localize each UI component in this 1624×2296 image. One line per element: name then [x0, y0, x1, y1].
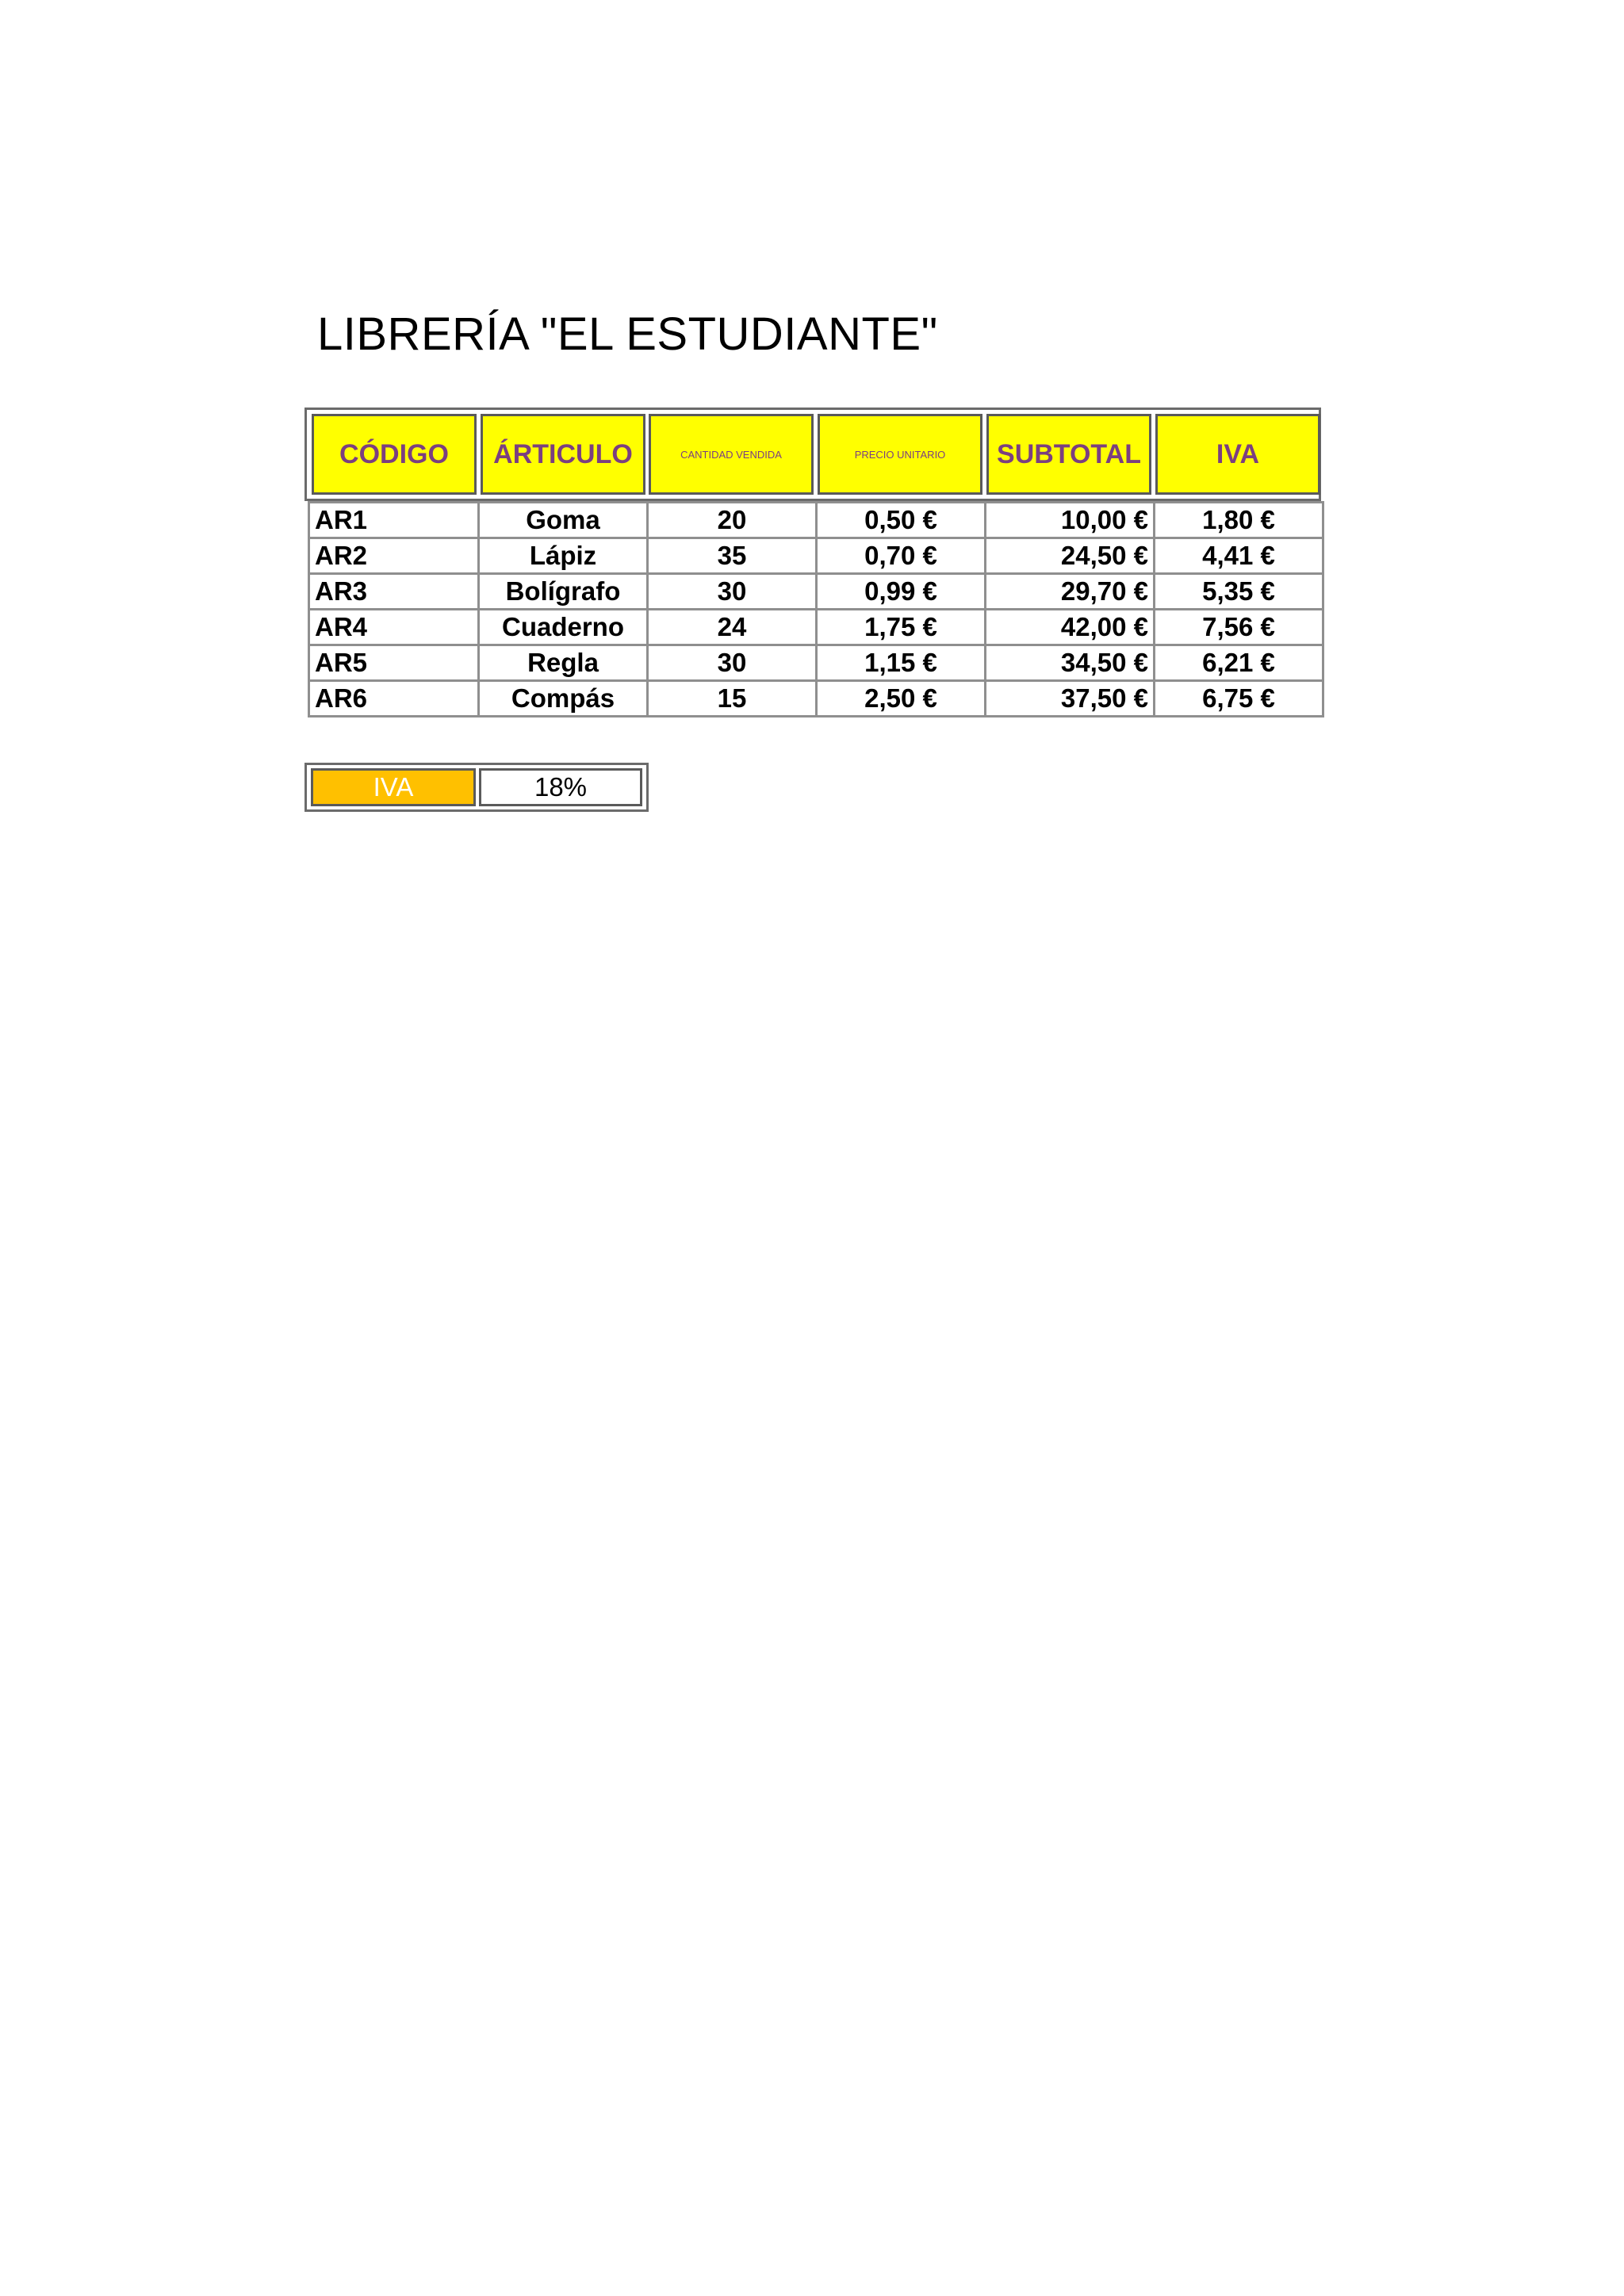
page-title: LIBRERÍA "EL ESTUDIANTE": [317, 308, 938, 360]
cell-articulo: Regla: [479, 645, 648, 681]
header-articulo: ÁRTICULO: [481, 414, 645, 495]
cell-iva: 6,21 €: [1155, 645, 1323, 681]
cell-precio: 0,50 €: [817, 503, 986, 538]
cell-cantidad: 30: [648, 574, 817, 610]
data-table: [308, 501, 1324, 718]
cell-cantidad: 24: [648, 610, 817, 645]
cell-cantidad: 20: [648, 503, 817, 538]
cell-iva: 4,41 €: [1155, 538, 1323, 574]
header-subtotal: SUBTOTAL: [986, 414, 1151, 495]
table-row: [309, 610, 1323, 645]
cell-iva: 5,35 €: [1155, 574, 1323, 610]
cell-articulo: Compás: [479, 681, 648, 717]
cell-cantidad: 30: [648, 645, 817, 681]
iva-rate-value: 18%: [479, 768, 642, 806]
table-row: [309, 503, 1323, 538]
header-codigo: CÓDIGO: [312, 414, 477, 495]
cell-subtotal: 42,00 €: [986, 610, 1155, 645]
cell-articulo: Lápiz: [479, 538, 648, 574]
cell-subtotal: 37,50 €: [986, 681, 1155, 717]
header-cantidad-vendida: CANTIDAD VENDIDA: [649, 414, 814, 495]
cell-articulo: Goma: [479, 503, 648, 538]
cell-codigo: AR2: [309, 538, 479, 574]
cell-precio: 1,15 €: [817, 645, 986, 681]
cell-cantidad: 15: [648, 681, 817, 717]
cell-subtotal: 34,50 €: [986, 645, 1155, 681]
cell-subtotal: 24,50 €: [986, 538, 1155, 574]
cell-codigo: AR1: [309, 503, 479, 538]
cell-codigo: AR6: [309, 681, 479, 717]
cell-precio: 2,50 €: [817, 681, 986, 717]
cell-codigo: AR4: [309, 610, 479, 645]
cell-iva: 7,56 €: [1155, 610, 1323, 645]
cell-codigo: AR3: [309, 574, 479, 610]
cell-articulo: Cuaderno: [479, 610, 648, 645]
table-row: [309, 645, 1323, 681]
header-iva: IVA: [1155, 414, 1320, 495]
iva-rate-box: [304, 763, 649, 812]
table-row: [309, 538, 1323, 574]
cell-subtotal: 10,00 €: [986, 503, 1155, 538]
cell-iva: 6,75 €: [1155, 681, 1323, 717]
cell-iva: 1,80 €: [1155, 503, 1323, 538]
cell-precio: 0,99 €: [817, 574, 986, 610]
cell-cantidad: 35: [648, 538, 817, 574]
table-row: [309, 681, 1323, 717]
table-header: [304, 408, 1321, 501]
header-precio-unitario: PRECIO UNITARIO: [818, 414, 982, 495]
iva-rate-label: IVA: [311, 768, 476, 806]
cell-precio: 1,75 €: [817, 610, 986, 645]
cell-codigo: AR5: [309, 645, 479, 681]
cell-articulo: Bolígrafo: [479, 574, 648, 610]
cell-precio: 0,70 €: [817, 538, 986, 574]
cell-subtotal: 29,70 €: [986, 574, 1155, 610]
table-row: [309, 574, 1323, 610]
